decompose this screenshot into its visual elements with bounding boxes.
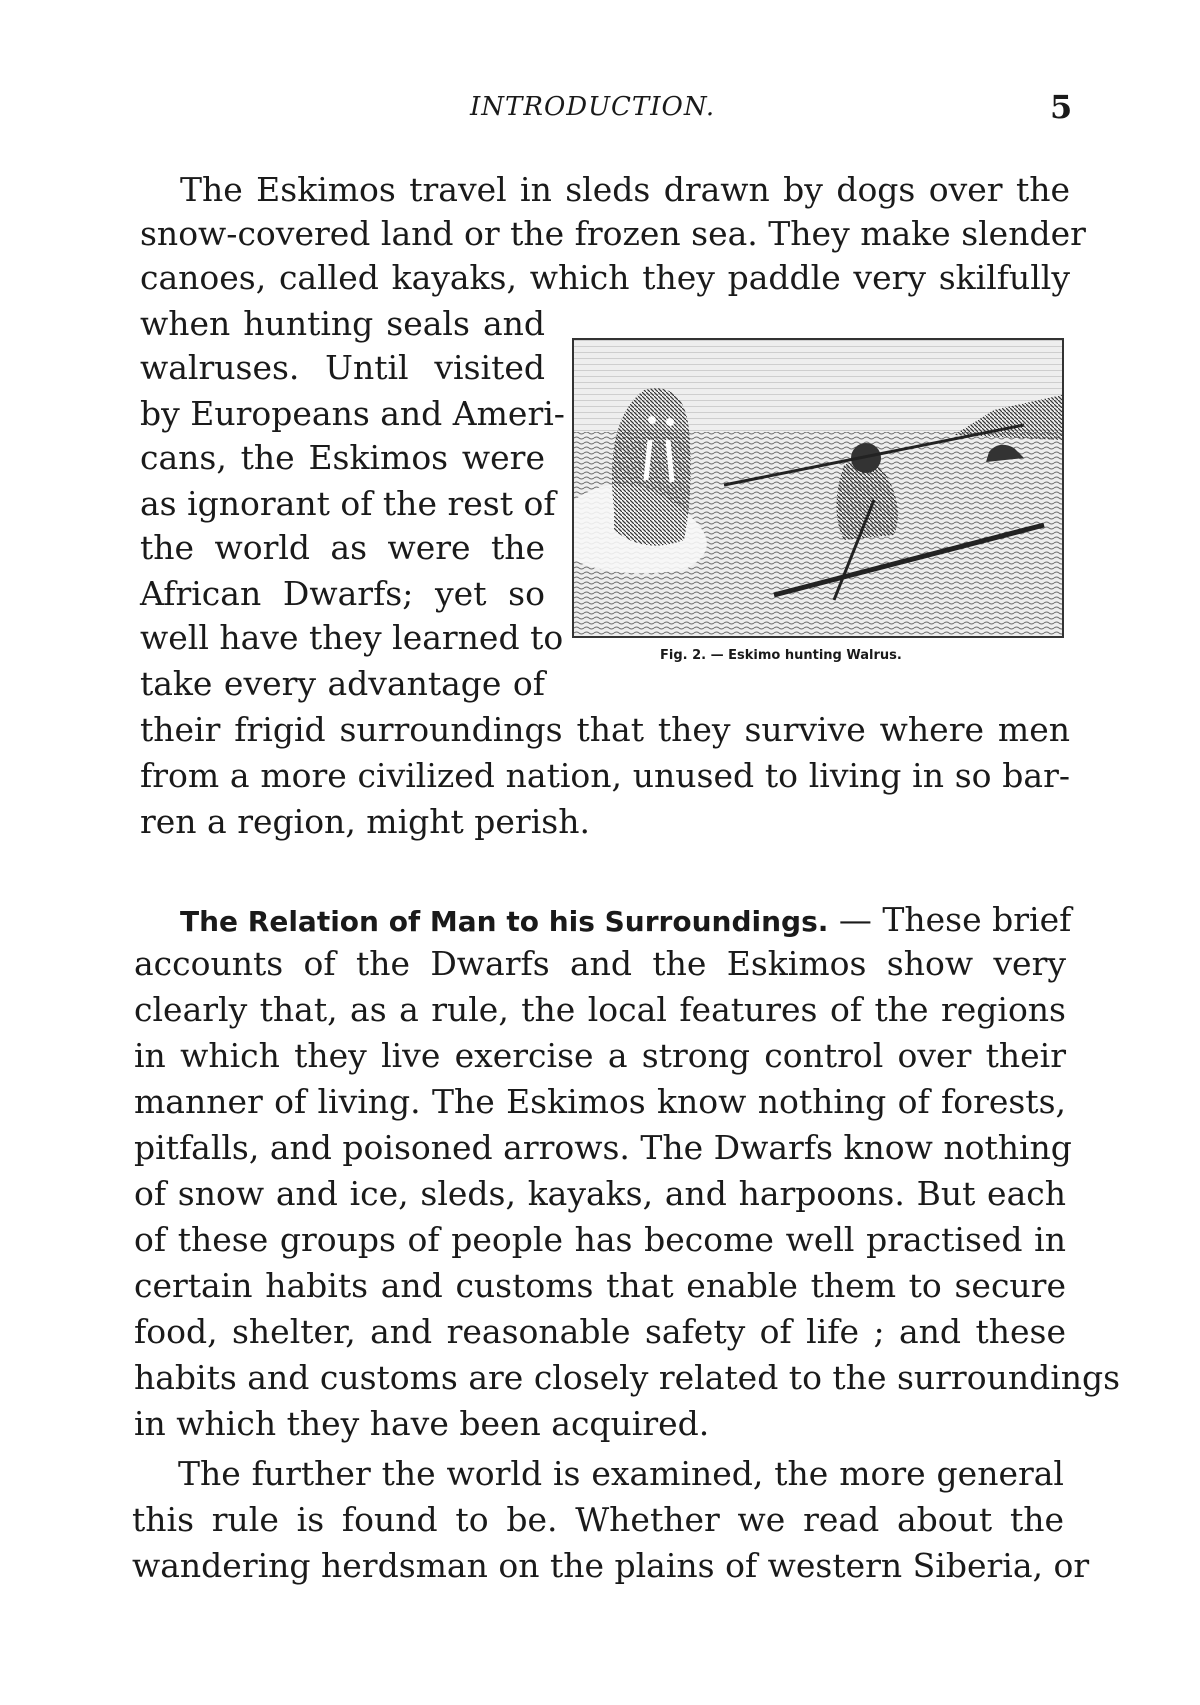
text-line: clearly that, as a rule, the local features of the regions <box>134 990 1066 1029</box>
text-line: their frigid surroundings that they survive where men <box>140 710 1070 749</box>
text-line: when hunting seals and <box>140 304 545 343</box>
text-line: take every advantage of <box>140 664 545 703</box>
text-line: in which they have been acquired. <box>134 1404 710 1443</box>
text-line: of these groups of people has become well practised in <box>134 1220 1066 1259</box>
text-line: African Dwarfs; yet so <box>140 574 545 613</box>
text-line: cans, the Eskimos were <box>140 438 545 477</box>
text-line: from a more civilized nation, unused to living in so bar- <box>140 756 1070 795</box>
text-line: this rule is found to be. Whether we read about the <box>132 1500 1064 1539</box>
text-line: as ignorant of the rest of <box>140 484 556 523</box>
heading-continuation: — These brief <box>838 900 1072 939</box>
text-line: manner of living. The Eskimos know nothing of forests, <box>134 1082 1066 1121</box>
engraving-illustration <box>574 340 1062 636</box>
text-line: ren a region, might perish. <box>140 802 590 841</box>
text-line: by Europeans and Ameri- <box>140 394 565 433</box>
text-line: in which they live exercise a strong control over their <box>134 1036 1066 1075</box>
text-line: accounts of the Dwarfs and the Eskimos show very <box>134 944 1066 983</box>
text-line: the world as were the <box>140 528 545 567</box>
text-line: canoes, called kayaks, which they paddle very skilfully <box>140 258 1070 297</box>
eskimo-walrus-engraving <box>572 338 1064 638</box>
text-line: of snow and ice, sleds, kayaks, and harpoons. But each <box>134 1174 1066 1213</box>
text-line <box>180 898 1070 944</box>
text-line: walruses. Until visited <box>140 348 545 387</box>
running-title: INTRODUCTION. <box>470 92 716 122</box>
figure-caption: Fig. 2. — Eskimo hunting Walrus. <box>660 648 902 663</box>
text-line: The Eskimos travel in sleds drawn by dogs over the <box>180 170 1070 209</box>
text-line: The further the world is examined, the more general <box>178 1454 1064 1493</box>
section-heading: The Relation of Man to his Surroundings. <box>180 905 829 938</box>
text-line: pitfalls, and poisoned arrows. The Dwarfs know nothing <box>134 1128 1072 1167</box>
text-line: well have they learned to <box>140 618 564 657</box>
text-line: wandering herdsman on the plains of western Siberia, or <box>132 1546 1090 1585</box>
text-line: certain habits and customs that enable them to secure <box>134 1266 1066 1305</box>
text-line: food, shelter, and reasonable safety of life ; and these <box>134 1312 1066 1351</box>
text-line: snow-covered land or the frozen sea. They make slender <box>140 214 1086 253</box>
text-line: habits and customs are closely related to the surroundings <box>134 1358 1121 1397</box>
page-number: 5 <box>1050 88 1073 126</box>
